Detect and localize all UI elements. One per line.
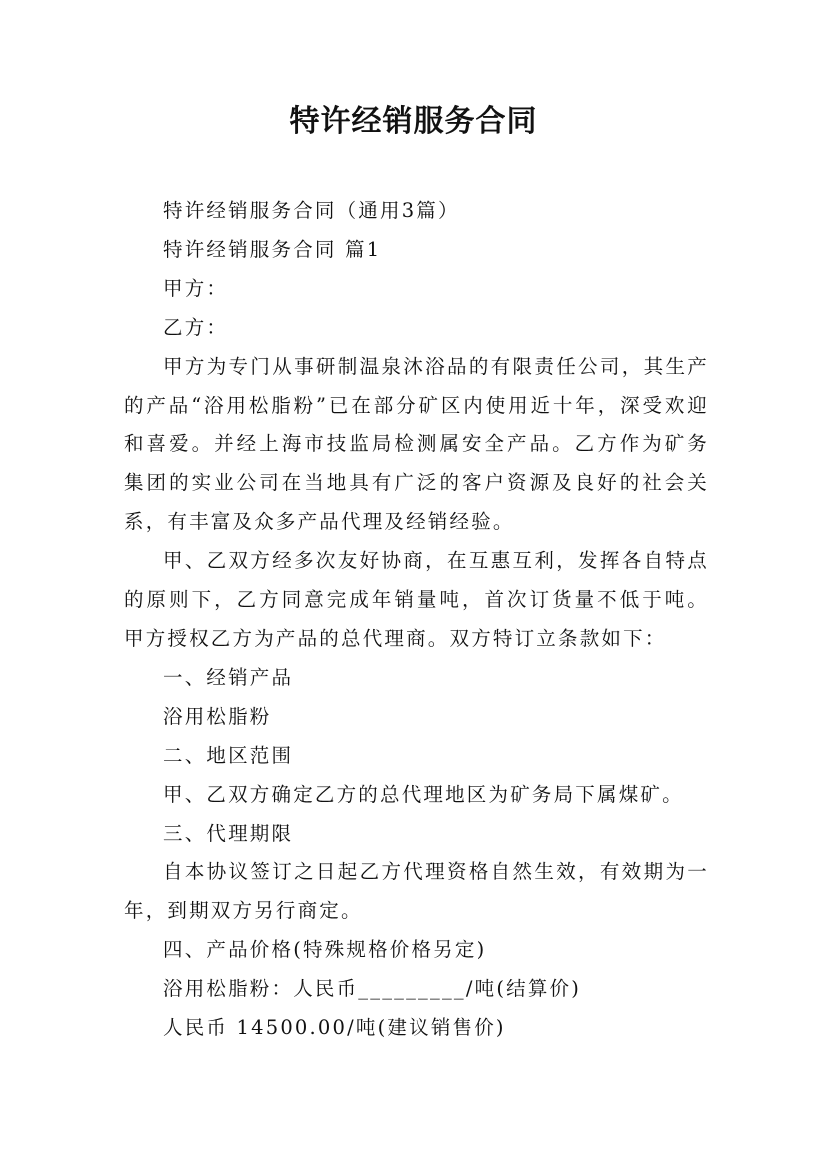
document-body bbox=[124, 192, 709, 1048]
region-paragraph: 甲、乙双方确定乙方的总代理地区为矿务局下属煤矿。 bbox=[163, 782, 684, 806]
clause-heading-term: 三、代理期限 bbox=[163, 821, 294, 845]
party-b-label: 乙方： bbox=[163, 315, 229, 339]
subtitle-line: 特许经销服务合同（通用3篇） bbox=[163, 199, 460, 222]
product-name: 浴用松脂粉 bbox=[163, 704, 272, 728]
intro-paragraph: 甲方为专门从事研制温泉沐浴品的有限责任公司，其生产的产品“浴用松脂粉”已在部分矿区内使用近十年，深受欢迎和喜爱。并经上海市技监局检测属安全产品。乙方作为矿务集团的实业公司在当地具有广泛的客户资源及良好的社会关系，有丰富及众多产品代理及经销经验。 bbox=[124, 354, 709, 534]
clause-heading-region: 二、地区范围 bbox=[163, 743, 294, 767]
suggested-price: 人民币 14500.00/吨(建议销售价) bbox=[163, 1016, 506, 1040]
party-a-label: 甲方： bbox=[163, 276, 229, 300]
agreement-paragraph: 甲、乙双方经多次友好协商，在互惠互利，发挥各自特点的原则下，乙方同意完成年销量吨，首次订货量不低于吨。甲方授权乙方为产品的总代理商。双方特订立条款如下： bbox=[124, 549, 709, 650]
clause-heading-price: 四、产品价格(特殊规格价格另定) bbox=[163, 938, 487, 962]
clause-heading-product: 一、经销产品 bbox=[163, 665, 294, 689]
section-heading: 特许经销服务合同 篇1 bbox=[163, 237, 382, 261]
document-title: 特许经销服务合同 bbox=[289, 104, 538, 139]
settlement-price: 浴用松脂粉：人民币_________/吨(结算价) bbox=[163, 977, 582, 1001]
term-paragraph: 自本协议签订之日起乙方代理资格自然生效，有效期为一年，到期双方另行商定。 bbox=[124, 860, 709, 923]
